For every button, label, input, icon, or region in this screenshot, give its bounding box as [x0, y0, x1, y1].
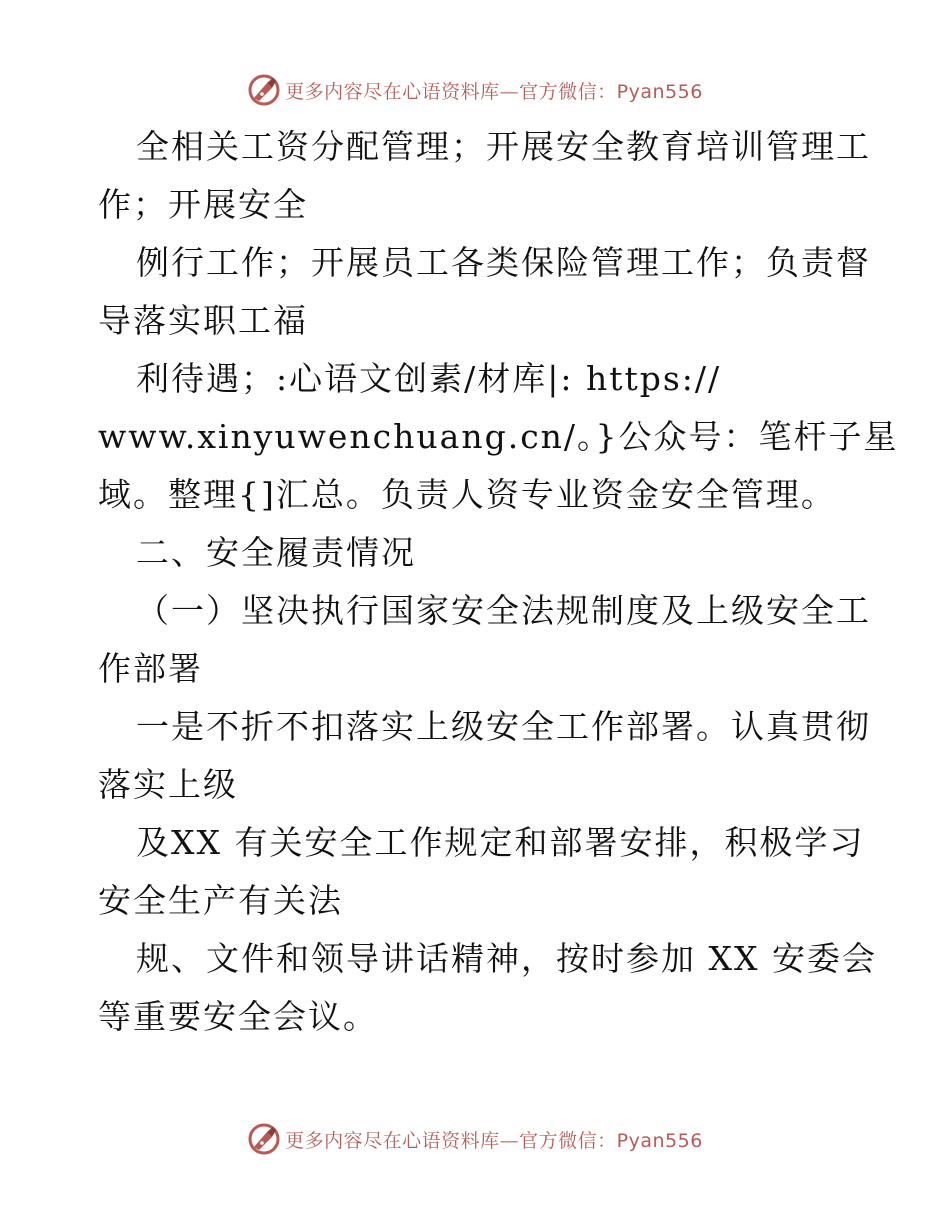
- body-line: 例行工作；开展员工各类保险管理工作；负责督: [136, 243, 871, 282]
- watermark-main-text: 更多内容尽在心语资料库: [285, 1129, 500, 1152]
- header-watermark: [0, 70, 950, 110]
- body-line: 一是不折不扣落实上级安全工作部署。认真贯彻: [136, 707, 871, 746]
- body-line: 作部署: [98, 649, 203, 688]
- body-line: 作；开展安全: [98, 185, 308, 224]
- watermark-wechat-text: 官方微信：Pyan556: [519, 80, 703, 103]
- body-line: 及XX 有关安全工作规定和部署安排，积极学习: [136, 823, 865, 862]
- body-line: 规、文件和领导讲话精神，按时参加 XX 安委会: [136, 939, 877, 978]
- watermark-text: [285, 77, 703, 104]
- section-heading: 二、安全履责情况: [136, 533, 416, 572]
- body-line: 导落实职工福: [98, 301, 308, 340]
- watermark-separator: —: [499, 80, 520, 103]
- watermark-main-text: 更多内容尽在心语资料库: [285, 80, 500, 103]
- pen-nib-logo-icon: [247, 1122, 281, 1156]
- body-line: 落实上级: [98, 765, 238, 804]
- body-line: 安全生产有关法: [98, 881, 343, 920]
- body-line: 等重要安全会议。: [98, 997, 378, 1036]
- footer-watermark: [0, 1119, 950, 1159]
- body-line: 域。整理{]汇总。负责人资专业资金安全管理。: [98, 475, 836, 514]
- body-line: 全相关工资分配管理；开展安全教育培训管理工: [136, 127, 871, 166]
- watermark-separator: —: [499, 1129, 520, 1152]
- watermark-wechat-text: 官方微信：Pyan556: [519, 1129, 703, 1152]
- subsection-heading: （一）坚决执行国家安全法规制度及上级安全工: [136, 591, 871, 630]
- pen-nib-logo-icon: [247, 73, 281, 107]
- watermark-text: [285, 1126, 703, 1153]
- body-line: www.xinyuwenchuang.cn/。}公众号：笔杆子星: [98, 417, 899, 456]
- body-line: 利待遇；:心语文创素/材库|: https://: [136, 359, 722, 398]
